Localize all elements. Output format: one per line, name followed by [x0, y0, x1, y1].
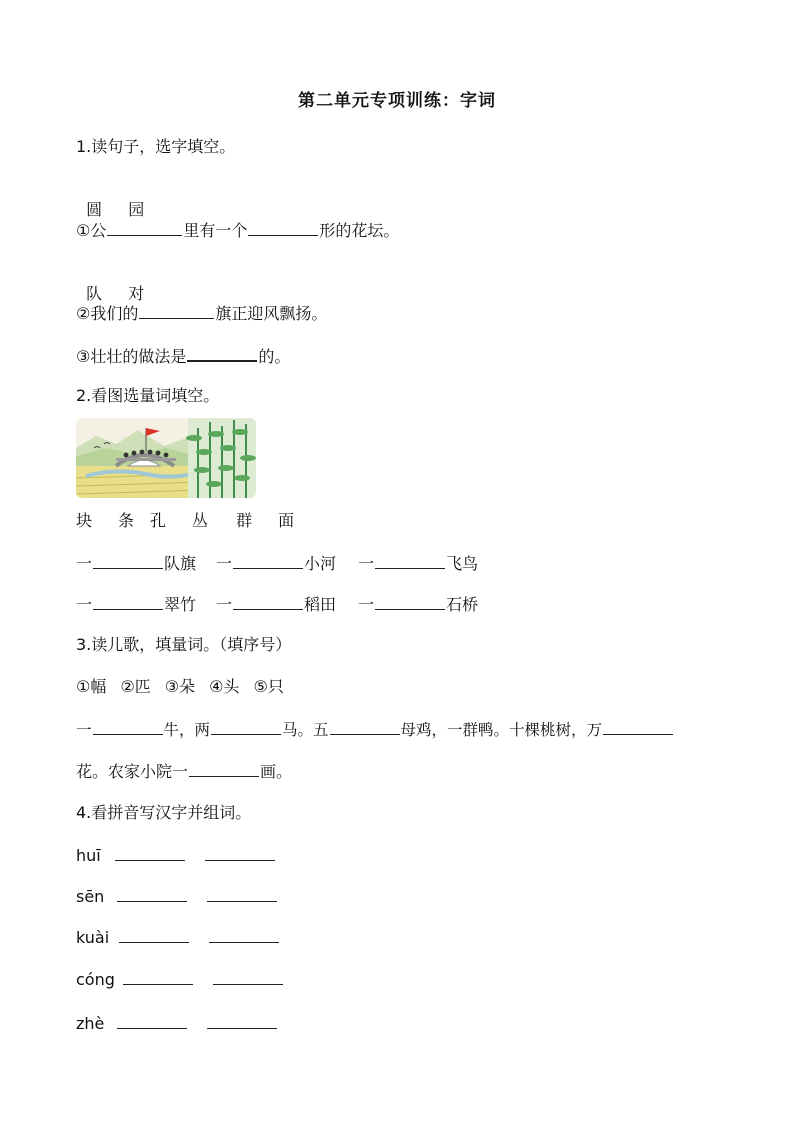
answer-blank[interactable]	[93, 593, 163, 610]
q2-heading: 2.看图选量词填空。	[76, 386, 220, 405]
sentence-text: 旗正迎风飘扬。	[215, 304, 328, 323]
measure-word: 面	[278, 511, 295, 530]
noun: 石桥	[446, 595, 479, 614]
q2-row-2	[76, 593, 478, 616]
answer-blank[interactable]	[207, 885, 277, 902]
answer-blank[interactable]	[375, 552, 445, 569]
pinyin: kuài	[76, 928, 110, 947]
measure-word: 群	[236, 511, 253, 530]
rhyme-text: 母鸡，一群鸭。十棵桃树，万	[400, 721, 603, 739]
char-option: 队	[86, 284, 103, 303]
q2-row-1	[76, 552, 478, 575]
sentence-text: 的。	[258, 347, 291, 366]
option: ①幅	[76, 677, 107, 696]
sentence-text: 形的花坛。	[319, 221, 400, 240]
rhyme-text: 画。	[260, 762, 293, 781]
rhyme-text: 花。农家小院一	[76, 762, 189, 781]
rhyme-text: 马。五	[282, 721, 329, 739]
q3-rhyme-line-2	[76, 760, 292, 783]
answer-blank[interactable]	[117, 1012, 187, 1029]
q1-sentence-2	[76, 302, 327, 325]
rhyme-text: 一	[76, 721, 92, 739]
answer-blank[interactable]	[207, 1012, 277, 1029]
measure-word: 条	[118, 511, 135, 530]
option: ④头	[209, 677, 240, 696]
prefix: 一	[216, 595, 233, 614]
q1-sentence-1	[76, 219, 399, 242]
page-title: 第二单元专项训练：字词	[298, 91, 496, 111]
option: ②匹	[120, 677, 151, 696]
q3-heading: 3.读儿歌，填量词。（填序号）	[76, 635, 292, 654]
pinyin: cóng	[76, 970, 115, 989]
answer-blank[interactable]	[123, 968, 193, 985]
answer-blank[interactable]	[189, 760, 259, 777]
q3-rhyme-line-1	[76, 718, 674, 741]
answer-blank[interactable]	[205, 844, 275, 861]
q4-row	[76, 968, 284, 991]
answer-blank[interactable]	[187, 344, 257, 362]
q4-row	[76, 1012, 278, 1035]
answer-blank[interactable]	[93, 718, 163, 735]
answer-blank[interactable]	[93, 552, 163, 569]
q4-heading: 4.看拼音写汉字并组词。	[76, 803, 252, 822]
option: ③朵	[164, 677, 196, 696]
measure-word: 孔	[150, 511, 167, 530]
noun: 飞鸟	[446, 554, 479, 573]
sentence-text: ②我们的	[76, 304, 139, 323]
answer-blank[interactable]	[233, 593, 303, 610]
noun: 翠竹	[164, 595, 197, 614]
pinyin: sēn	[76, 887, 105, 906]
q4-row	[76, 926, 280, 949]
char-option: 圆	[86, 200, 103, 219]
answer-blank[interactable]	[119, 926, 189, 943]
answer-blank[interactable]	[209, 926, 279, 943]
option: ⑤只	[253, 677, 284, 696]
answer-blank[interactable]	[115, 844, 185, 861]
q1-heading: 1.读句子，选字填空。	[76, 137, 236, 156]
prefix: 一	[216, 554, 233, 573]
sentence-text: ①公	[76, 221, 107, 240]
measure-word: 丛	[192, 511, 209, 530]
q1-char-pair-1	[76, 177, 144, 221]
answer-blank[interactable]	[117, 885, 187, 902]
char-option: 对	[128, 284, 145, 303]
q4-row	[76, 885, 278, 908]
sentence-text: 里有一个	[183, 221, 248, 240]
pinyin: zhè	[76, 1014, 105, 1033]
answer-blank[interactable]	[248, 219, 318, 236]
answer-blank[interactable]	[375, 593, 445, 610]
q2-measure-words	[76, 510, 294, 532]
prefix: 一	[358, 595, 375, 614]
noun: 队旗	[164, 554, 197, 573]
answer-blank[interactable]	[233, 552, 303, 569]
answer-blank[interactable]	[211, 718, 281, 735]
q1-sentence-3	[76, 344, 290, 368]
q4-row	[76, 844, 276, 867]
answer-blank[interactable]	[213, 968, 283, 985]
prefix: 一	[358, 554, 375, 573]
answer-blank[interactable]	[107, 219, 182, 236]
q1-char-pair-2	[76, 261, 144, 305]
scene-illustration	[76, 418, 256, 498]
noun: 稻田	[304, 595, 337, 614]
answer-blank[interactable]	[139, 302, 214, 319]
prefix: 一	[76, 595, 93, 614]
pinyin: huī	[76, 846, 101, 865]
rhyme-text: 牛，两	[163, 721, 211, 739]
noun: 小河	[304, 554, 337, 573]
measure-word: 块	[76, 511, 93, 530]
prefix: 一	[76, 554, 93, 573]
char-option: 园	[128, 200, 145, 219]
sentence-text: ③壮壮的做法是	[76, 347, 187, 366]
q3-options	[76, 676, 284, 698]
answer-blank[interactable]	[603, 718, 673, 735]
answer-blank[interactable]	[330, 718, 400, 735]
